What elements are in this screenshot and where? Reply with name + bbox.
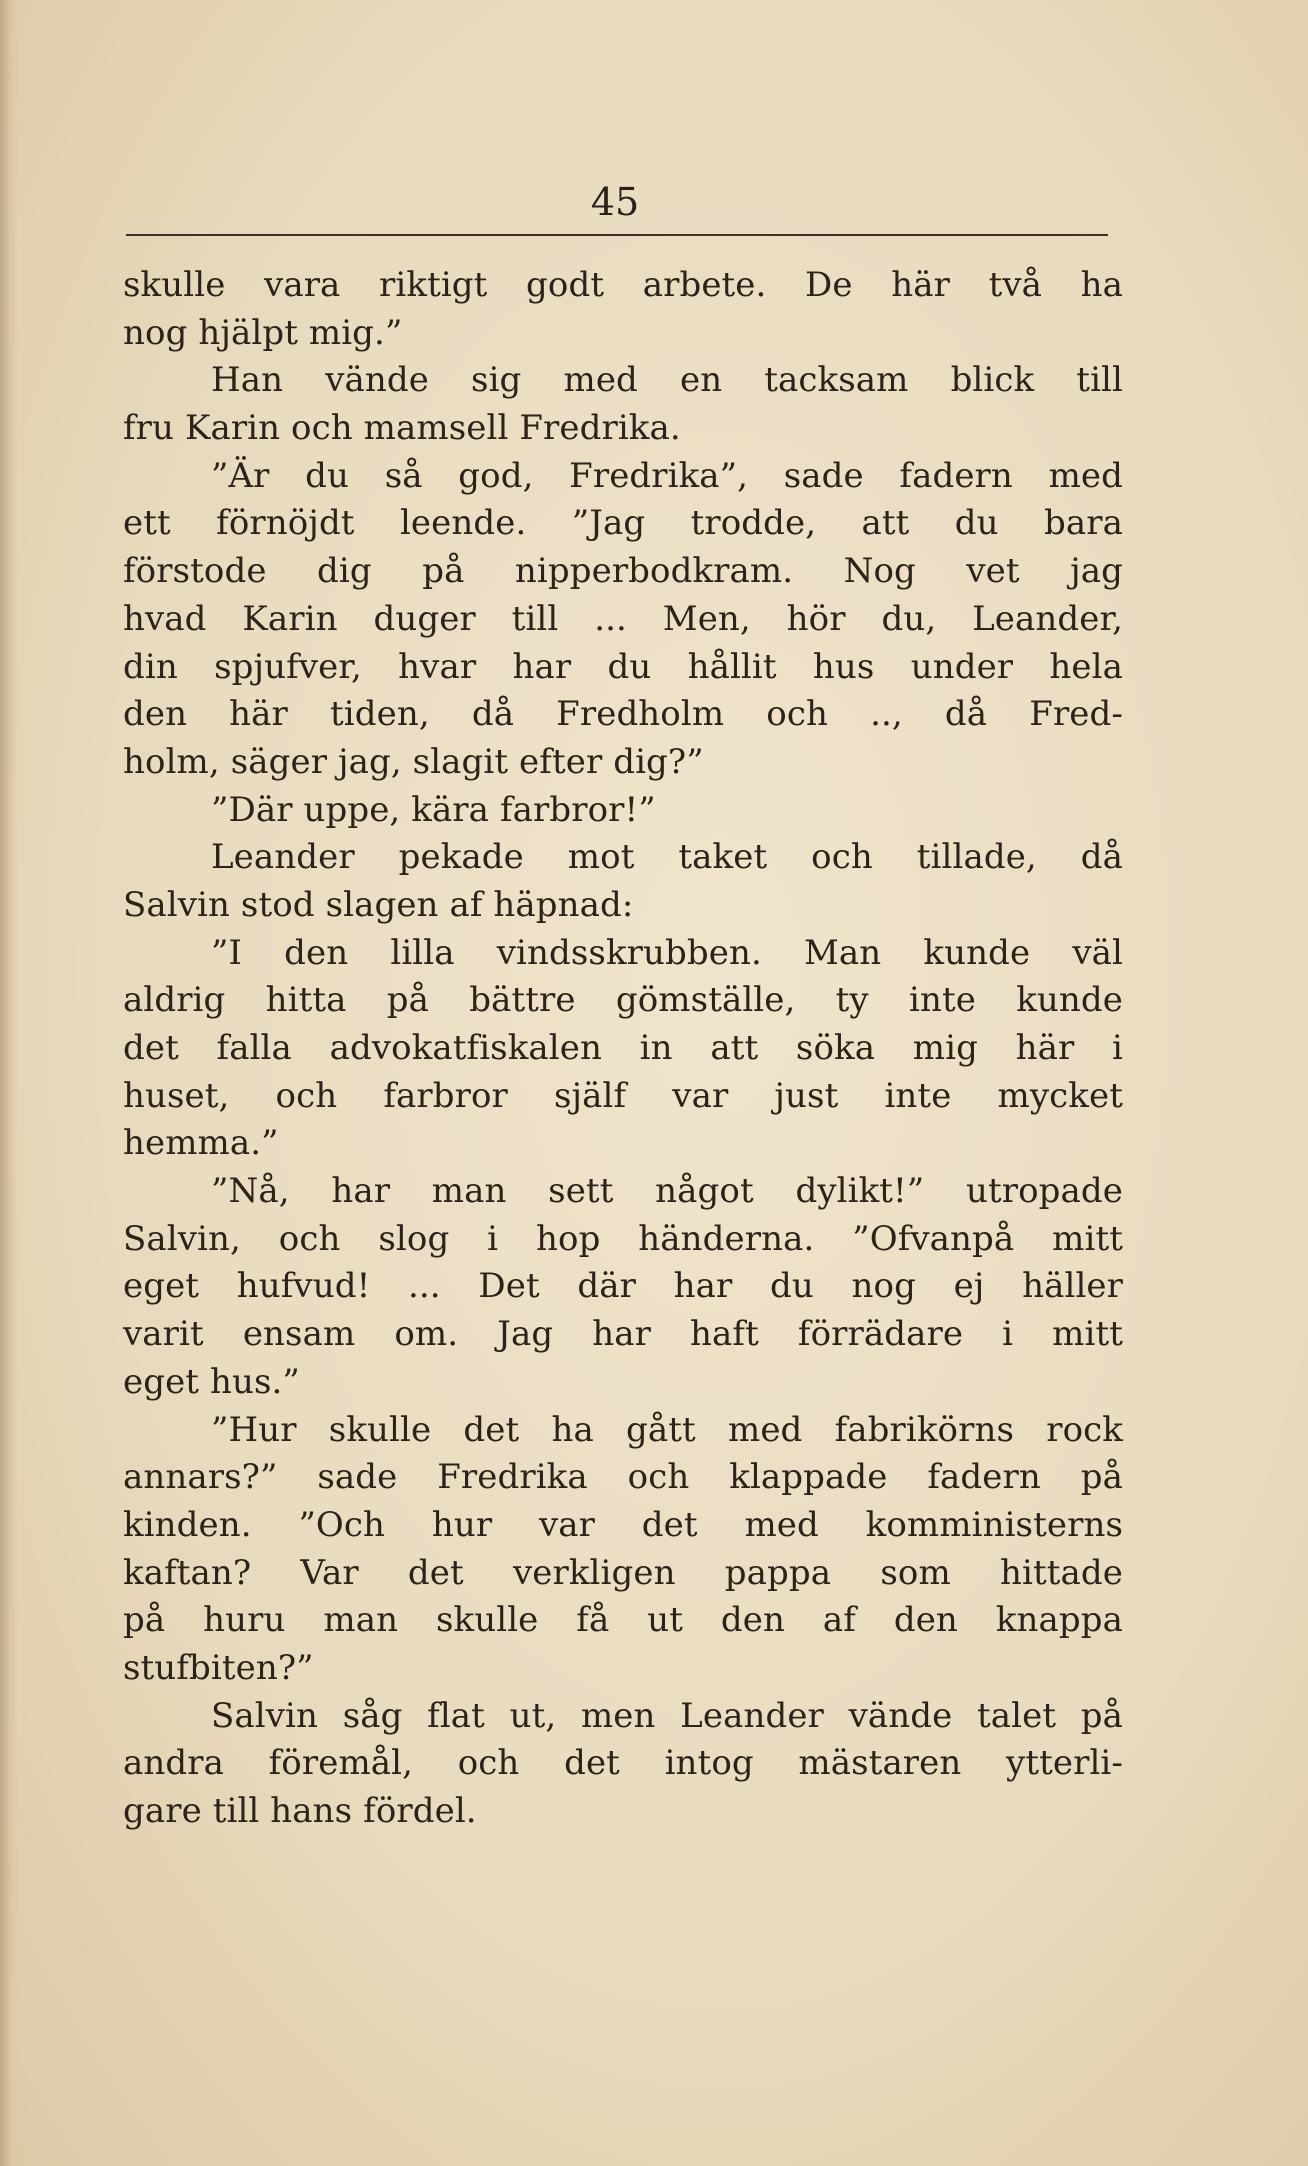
- text-line: fru Karin och mamsell Fredrika.: [123, 408, 681, 449]
- text-line: eget hufvud! ... Det där har du nog ej häller: [123, 1266, 1123, 1307]
- text-line: Salvin stod slagen af häpnad:: [123, 884, 634, 925]
- text-line: hemma.”: [123, 1123, 279, 1164]
- text-line: hvad Karin duger till ... Men, hör du, Leander,: [123, 598, 1123, 639]
- text-line: holm, säger jag, slagit efter dig?”: [123, 741, 704, 782]
- text-line: ”Där uppe, kära farbror!”: [211, 789, 656, 830]
- page-edge-shadow: [0, 0, 18, 2166]
- text-line: Han vände sig med en tacksam blick till: [211, 360, 1123, 401]
- text-line: ett förnöjdt leende. ”Jag trodde, att du bara: [123, 503, 1123, 544]
- text-line: annars?” sade Fredrika och klappade fadern på: [123, 1457, 1123, 1498]
- text-line: stufbiten?”: [123, 1647, 314, 1688]
- text-line: din spjufver, hvar har du hållit hus under hela: [123, 646, 1123, 687]
- text-line: aldrig hitta på bättre gömställe, ty inte kunde: [123, 980, 1123, 1021]
- text-line: huset, och farbror själf var just inte mycket: [123, 1075, 1123, 1116]
- text-line: Leander pekade mot taket och tillade, då: [211, 837, 1123, 878]
- text-line: den här tiden, då Fredholm och .., då Fred-: [123, 694, 1123, 735]
- text-line: kaftan? Var det verkligen pappa som hittade: [123, 1552, 1123, 1593]
- text-line: det falla advokatfiskalen in att söka mig här i: [123, 1028, 1123, 1068]
- text-line: eget hus.”: [123, 1361, 300, 1402]
- text-line: förstode dig på nipperbodkram. Nog vet jag: [123, 551, 1123, 592]
- text-line: varit ensam om. Jag har haft förrädare i mitt: [123, 1314, 1123, 1355]
- body-text: [123, 262, 1123, 1836]
- text-line: nog hjälpt mig.”: [123, 312, 403, 353]
- text-line: ”Är du så god, Fredrika”, sade fadern med: [211, 455, 1123, 496]
- text-line: Salvin, och slog i hop händerna. ”Ofvanpå mitt: [123, 1218, 1123, 1259]
- text-line: gare till hans fördel.: [123, 1791, 477, 1831]
- header-rule: [126, 234, 1108, 236]
- text-line: andra föremål, och det intog mästaren ytterli-: [123, 1743, 1123, 1784]
- page-number: 45: [590, 180, 640, 224]
- text-line: ”I den lilla vindsskrubben. Man kunde väl: [211, 932, 1123, 973]
- text-line: ”Nå, har man sett något dylikt!” utropade: [211, 1171, 1123, 1212]
- text-line: Salvin såg flat ut, men Leander vände talet på: [211, 1695, 1123, 1736]
- text-line: kinden. ”Och hur var det med komministerns: [123, 1504, 1123, 1545]
- text-line: skulle vara riktigt godt arbete. De här två ha: [123, 265, 1123, 305]
- text-line: ”Hur skulle det ha gått med fabrikörns rock: [211, 1409, 1123, 1450]
- text-line: på huru man skulle få ut den af den knappa: [123, 1600, 1123, 1641]
